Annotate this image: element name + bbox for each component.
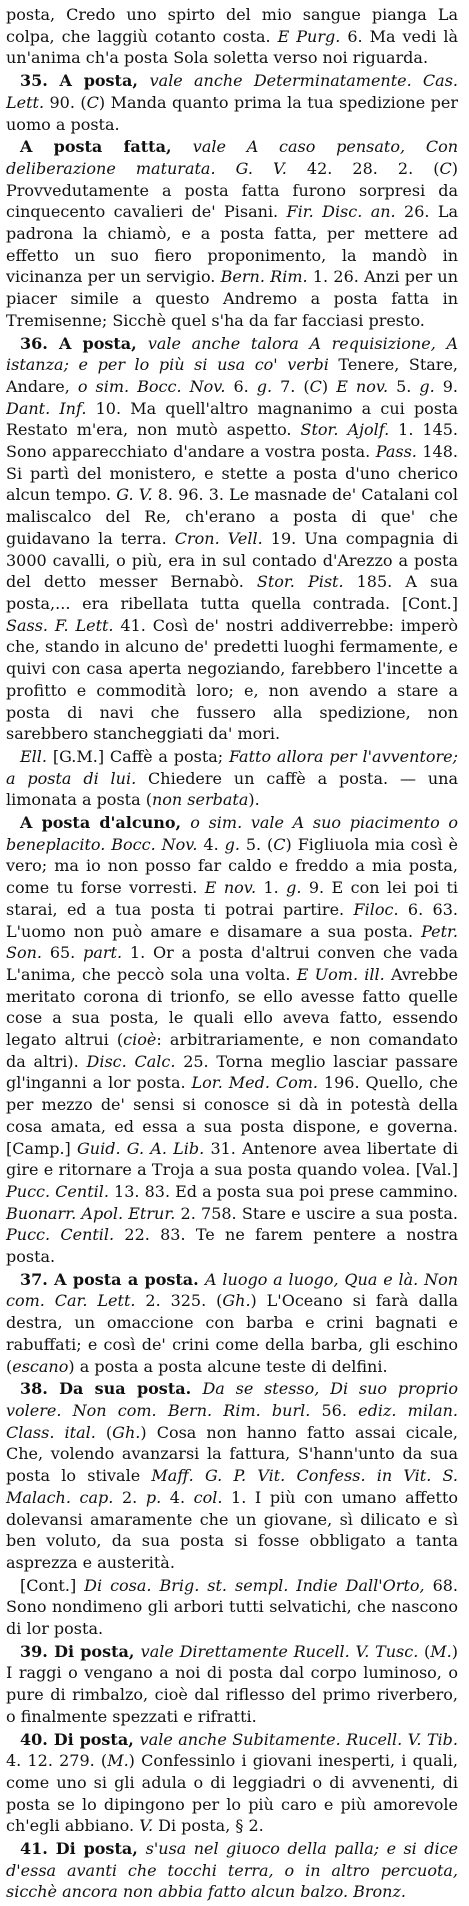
entry-p36 — [6, 333, 458, 745]
entry-heading: 35. A posta, — [20, 71, 150, 91]
entry-heading: A posta fatta, — [20, 137, 193, 157]
body-text: Chiedere un caffè a posta. — una limonata a posta ( — [6, 768, 458, 810]
italic-text: Gh. — [112, 1422, 141, 1442]
body-text: 4. — [197, 834, 225, 854]
italic-text: C — [86, 92, 99, 112]
body-text: Avrebbe meritato corona di trionfo, se ello avesse fatto quelle cose a sua posta, le quali ello aveva fatto, essendo legato altrui ( — [6, 964, 458, 1050]
italic-text: M. — [430, 1641, 452, 1661]
italic-text: vale anche Subitamente. Rucell. V. Tib. — [139, 1729, 458, 1749]
italic-text: part. — [83, 943, 123, 963]
italic-text: C — [309, 376, 322, 396]
italic-text: Stor. Pist. — [256, 572, 344, 592]
body-text: 4. 12. 279. ( — [6, 1751, 108, 1771]
entry-p_alcuno — [6, 812, 458, 1268]
entry-p37 — [6, 1269, 458, 1378]
entry-heading: 39. Di posta, — [20, 1641, 141, 1661]
body-text: ). — [248, 790, 260, 810]
text-column — [6, 4, 458, 1903]
entry-heading: 38. Da sua posta. — [20, 1379, 203, 1399]
entry-p39 — [6, 1641, 458, 1728]
italic-text: Filoc. — [353, 899, 399, 919]
entry-heading: A posta d'alcuno, — [20, 813, 191, 833]
italic-text: C — [439, 158, 452, 178]
body-text: 65. — [41, 943, 84, 963]
body-text: 9. E con lei poi ti starai, ed a tua posta ti potrai partire. — [6, 878, 459, 919]
italic-text: Pucc. Centil. — [6, 1225, 115, 1245]
italic-text: V. — [139, 1816, 154, 1836]
body-text: ) L'Oceano si farà dalla destra, un omaccione con barba e crini bagnati e rabuffati; e così de' crini come della barba, gli eschino ( — [6, 1291, 459, 1376]
entry-heading: 41. Di posta, — [20, 1839, 146, 1859]
italic-text: o sim. Bocc. Nov. — [77, 376, 226, 396]
italic-text: Di cosa. Brig. st. sempl. Indie Dall'Orto, — [84, 1575, 425, 1595]
body-text: 31. Antenore avea libertate di gire e ritornare a Troja a sua posta quando volea. [Val.] — [6, 1138, 459, 1180]
body-text: 5. — [388, 376, 420, 396]
body-text: 9. — [434, 376, 459, 396]
italic-text: vale anche Determinatamente. Cas. Lett. — [6, 71, 459, 112]
italic-text: C — [273, 834, 286, 854]
body-text: 6. 63. L'uomo non può amare e disamare a sua posta. — [6, 899, 458, 941]
body-text: 42. 28. 2. ( — [286, 158, 440, 178]
italic-text: g. — [256, 376, 273, 396]
italic-text: Fir. Disc. an. — [286, 202, 396, 222]
italic-text: A luogo a luogo, Qua e là. Non com. Car. Lett. — [6, 1269, 459, 1311]
body-text: 1. 145. Sono apparecchiato d'andare a vostra posta. — [6, 420, 459, 462]
body-text: 196. Quello, che per mezzo de' sensi si conosce si dà in potestà della cosa amata, ed essa a sua posta dispone, e governa. [Camp.] — [6, 1073, 459, 1158]
body-text: 26. La padrona la chiamò, e a posta fatta, per mettere ad effetto un suo fiero proponimento, la mandò in vicinanza per un servigio. — [6, 202, 458, 287]
italic-text: cioè — [123, 1030, 157, 1050]
body-text: ( — [95, 1422, 113, 1442]
body-text: 185. A sua posta,... era ribellata tutta quella contrada. [Cont.] — [6, 572, 458, 613]
italic-text: g. — [286, 878, 302, 898]
body-text: : arbitrariamente, e non comandato da altri). — [6, 1030, 458, 1071]
body-text: 6. — [225, 376, 257, 396]
body-text: ) a posta a posta alcune teste di delfini. — [68, 1356, 388, 1376]
italic-text: p. — [145, 1487, 162, 1507]
italic-text: col. — [193, 1487, 223, 1507]
italic-text: G. V. — [116, 485, 153, 505]
body-text: 22. 83. Te ne farem pentere a nostra posta. — [6, 1225, 458, 1267]
body-text: ( — [418, 1641, 431, 1661]
italic-text: Dant. Inf. — [6, 398, 87, 418]
body-text: posta, Credo uno spirto del mio sangue pianga La colpa, che laggiù cotanto costa. — [6, 5, 458, 46]
italic-text: E Uom. ill. — [296, 964, 385, 984]
italic-text: M. — [107, 1751, 129, 1771]
italic-text: Sass. F. Lett. — [6, 615, 114, 635]
italic-text: escano — [12, 1356, 69, 1376]
body-text: ) — [321, 376, 337, 396]
body-text: 25. Torna meglio lasciar passare gl'inganni a lor posta. — [6, 1051, 459, 1093]
body-text: ) Confessinlo i giovani inesperti, i quali, come uno si gli adula o di leggiadri o di avvenenti, di posta se lo dipingono per lo più caro e più amorevole ch'egli abbiano. — [6, 1751, 458, 1836]
body-text: 1. I più con umano affetto dolevansi amaramente che un giovane, sì dilicato e sì ben voluto, da sua posta si fosse obbligato a tanta asprezza e austerità. — [6, 1487, 458, 1572]
entry-p35 — [6, 70, 458, 135]
body-text: 8. 96. 3. Le masnade de' Catalani col maliscalco del Re, ch'erano a posta di que' che guidavano la terra. — [6, 485, 458, 548]
body-text: 68. Sono nondimeno gli arbori tutti selvatichi, che nascono di lor posta. — [6, 1575, 459, 1639]
body-text: 6. Ma vedi là un'anima ch'a posta Sola soletta verso noi riguarda. — [6, 26, 458, 68]
italic-text: o sim. vale A suo piacimento o beneplacito. Bocc. Nov. — [6, 813, 458, 854]
body-text: 13. 83. Ed a posta sua poi prese cammino. — [108, 1181, 459, 1201]
italic-text: vale Direttamente Rucell. V. Tusc. — [140, 1641, 419, 1661]
body-text: 1. — [256, 878, 287, 898]
italic-text: E nov. — [336, 376, 389, 396]
body-text: Tenere, Stare, Andare, — [6, 355, 458, 396]
entry-p_ell — [6, 746, 458, 811]
entry-p_fatta — [6, 136, 458, 331]
entry-heading: 40. Di posta, — [20, 1729, 140, 1749]
italic-text: vale A caso pensato, Con deliberazione maturata. G. V. — [6, 137, 459, 178]
body-text: 2. 758. Stare e uscire a sua posta. — [175, 1203, 458, 1223]
body-text: 56. — [310, 1401, 359, 1420]
italic-text: E Purg. — [277, 26, 341, 46]
body-text: ) Provvedutamente a posta fatta furono sorpresi da cinquecento cavalieri de' Pisani. — [6, 158, 458, 222]
italic-text: vale anche talora A requisizione, A istanza; e per lo più si usa co' verbi — [6, 333, 458, 375]
body-text: ) Manda quanto prima la tua spedizione per uomo a posta. — [6, 92, 459, 134]
italic-text: Guid. G. A. Lib. — [77, 1138, 205, 1158]
italic-text: non serbata — [151, 790, 249, 810]
body-text: 19. Una compagnia di 3000 cavalli, o più, era in sul contado d'Arezzo a posta del detto messer Bernabò. — [6, 528, 458, 592]
italic-text: Disc. Calc. — [86, 1051, 176, 1071]
italic-text: Pass. — [375, 442, 417, 462]
entry-p1 — [6, 4, 458, 69]
italic-text: Ell. — [20, 746, 47, 766]
italic-text: Lor. Med. Com. — [191, 1073, 318, 1093]
body-text: 148. Si partì del monistero, e stette a posta d'uno cherico alcun tempo. — [6, 442, 458, 505]
entry-heading: 37. A posta a posta. — [20, 1269, 206, 1289]
italic-text: Stor. Ajolf. — [300, 420, 390, 440]
italic-text: Pucc. Centil. — [6, 1181, 109, 1201]
body-text: 1. Or a posta d'altrui conven che vada L'anima, che peccò sola una volta. — [6, 943, 458, 984]
entry-p41 — [6, 1838, 458, 1903]
italic-text: E nov. — [204, 878, 257, 898]
entry-p38 — [6, 1378, 458, 1573]
italic-text: Buonarr. Apol. Etrur. — [6, 1203, 176, 1223]
italic-text: Fatto allora per l'avventore; a posta di lui. — [6, 746, 459, 788]
body-text: 7. ( — [272, 376, 310, 396]
body-text: 10. Ma quell'altro magnanimo a cui posta Restato m'era, non mutò aspetto. — [6, 398, 458, 440]
body-text: 2. — [113, 1487, 146, 1507]
entry-heading: 36. A posta, — [20, 333, 148, 353]
italic-text: g. — [419, 376, 435, 396]
italic-text: Bern. Rim. — [220, 267, 308, 287]
italic-text: ediz. milan. Class. ital. — [6, 1401, 458, 1442]
body-text: Di posta, § 2. — [153, 1816, 264, 1836]
italic-text: Gh. — [222, 1291, 251, 1311]
entry-p40 — [6, 1729, 458, 1838]
italic-text: Da se stesso, Di suo proprio volere. Non com. Bern. Rim. burl. — [6, 1379, 459, 1420]
italic-text: Petr. Son. — [6, 921, 458, 963]
body-text: 4. — [161, 1487, 194, 1507]
body-text: ) I raggi o vengano a noi di posta dal corpo luminoso, o pure di rimbalzo, cioè dal riflesso del primo riverbero, o finalmente spezzati e rifratti. — [6, 1641, 458, 1726]
italic-text: s'usa nel giuoco della palla; e si dice d'essa avanti che tocchi terra, o in altro percuota, sicchè ancora non abbia fatto alcun balzo. Bronz. — [6, 1839, 458, 1902]
body-text: [Cont.] — [20, 1575, 85, 1595]
entry-p_cont — [6, 1575, 458, 1640]
italic-text: g. — [224, 834, 240, 854]
italic-text: Cron. Vell. — [174, 528, 263, 548]
body-text: ) Cosa non hanno fatto assai cicale, Che, volendo avanzarsi la fattura, S'hann'unto da sua posta lo stivale — [6, 1422, 459, 1486]
body-text: 90. ( — [44, 92, 87, 112]
body-text: 1. 26. Anzi per un piacer simile a questo Andremo a posta fatta in Tremisenne; Sicchè quel s'ha da far facciasi presto. — [6, 267, 459, 330]
body-text: 2. 325. ( — [135, 1291, 223, 1311]
body-text: 41. Così de' nostri addiverrebbe: imperò che, stando in alcuno de' predetti luoghi fermamente, e quivi con casa aperta negoziando, farebbero l'incette a profitto e commodità loro; e, non avendo a stare a posta di navi che fussero alla spedizione, non sarebbero stancheggiati da' mori. — [6, 615, 459, 744]
body-text: ) Figliuola mia così è vero; ma io non posso far caldo e freddo a mia posta, come tu forse vorresti. — [6, 834, 458, 898]
body-text: 5. ( — [239, 834, 274, 854]
italic-text: Maff. G. P. Vit. Confess. in Vit. S. Malach. cap. — [6, 1466, 459, 1507]
body-text: [G.M.] Caffè a posta; — [47, 746, 230, 766]
